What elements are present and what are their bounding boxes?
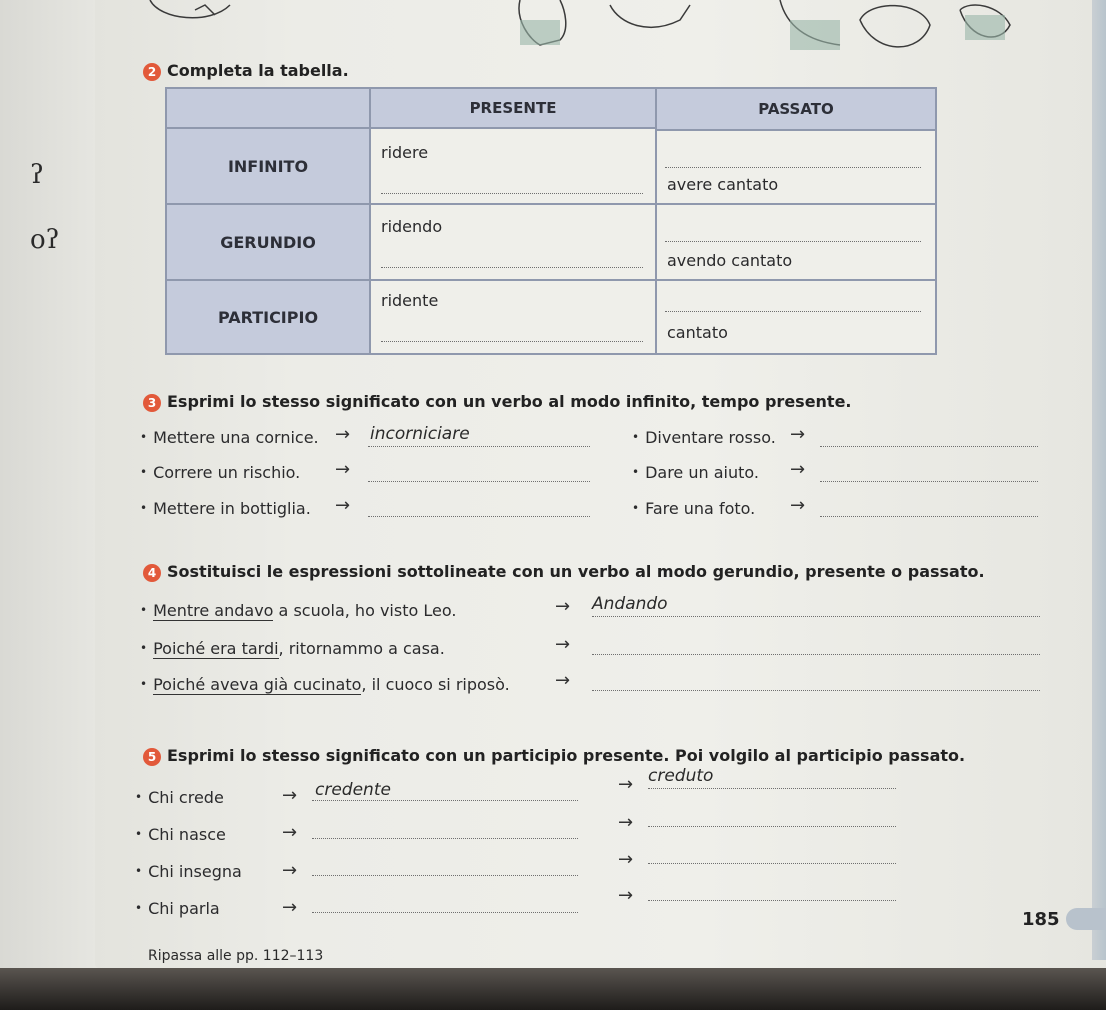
page-number: 185	[1022, 909, 1060, 930]
arrow-icon: →	[555, 596, 571, 617]
cell-infinito-passato	[657, 131, 935, 203]
header-presente: PRESENTE	[371, 89, 655, 127]
exercise-2-header	[143, 61, 349, 81]
answer-line[interactable]	[312, 838, 578, 839]
answer-line[interactable]	[368, 516, 590, 517]
ex5-answer-presente[interactable]: credente	[315, 780, 391, 800]
exercise-title: Esprimi lo stesso significato con un verbo al modo infinito, tempo presente.	[167, 392, 852, 411]
answer-line[interactable]	[312, 800, 578, 801]
page-tab	[1066, 908, 1106, 930]
ex5-prompt: Chi parla	[148, 899, 220, 918]
verb-table	[165, 87, 937, 355]
exercise-5-header	[143, 746, 965, 766]
answer-line[interactable]	[665, 241, 921, 242]
children-illustration	[120, 0, 1040, 60]
answer-line[interactable]	[820, 516, 1038, 517]
bullet: •	[632, 465, 640, 479]
cell-infinito-presente	[371, 129, 655, 203]
ex4-item	[140, 675, 510, 694]
answer-line[interactable]	[665, 311, 921, 312]
ex5-item	[135, 825, 226, 844]
ex4-sentence-rest: a scuola, ho visto Leo.	[273, 601, 457, 620]
arrow-icon: →	[618, 812, 634, 833]
answer-line[interactable]	[820, 481, 1038, 482]
answer-line[interactable]	[648, 863, 896, 864]
exercise-number-badge: 3	[143, 394, 161, 412]
cell-text: avendo cantato	[667, 251, 793, 270]
cell-participio-presente	[371, 281, 655, 353]
exercise-title: Esprimi lo stesso significato con un participio presente. Poi volgilo al participio passato.	[167, 746, 966, 765]
cell-text: avere cantato	[667, 175, 779, 194]
arrow-icon: →	[282, 860, 298, 881]
arrow-icon: →	[618, 885, 634, 906]
ex3-item	[140, 428, 319, 447]
row-label-infinito: INFINITO	[167, 129, 369, 203]
ex4-sentence-rest: , il cuoco si riposò.	[361, 675, 510, 694]
exercise-number-badge: 5	[143, 748, 161, 766]
answer-line[interactable]	[381, 267, 643, 268]
answer-line[interactable]	[820, 446, 1038, 447]
ex3-item	[140, 499, 311, 518]
bullet: •	[135, 901, 143, 915]
answer-line[interactable]	[381, 193, 643, 194]
arrow-icon: →	[618, 774, 634, 795]
answer-line[interactable]	[648, 826, 896, 827]
cell-text: ridendo	[381, 217, 443, 236]
arrow-icon: →	[335, 424, 351, 445]
margin-scribble: ʔ	[30, 160, 44, 190]
ex3-prompt: Correre un rischio.	[153, 463, 301, 482]
ex4-answer[interactable]: Andando	[592, 594, 668, 614]
exercise-number-badge: 2	[143, 63, 161, 81]
arrow-icon: →	[555, 670, 571, 691]
ex5-answer-passato[interactable]: creduto	[648, 766, 714, 786]
bullet: •	[632, 501, 640, 515]
answer-line[interactable]	[381, 341, 643, 342]
answer-line[interactable]	[592, 654, 1040, 655]
bullet: •	[135, 827, 143, 841]
bullet: •	[135, 864, 143, 878]
exercise-title: Completa la tabella.	[167, 61, 349, 80]
answer-line[interactable]	[592, 616, 1040, 617]
ex3-item	[632, 428, 776, 447]
underlined-expression: Poiché era tardi	[153, 639, 279, 658]
arrow-icon: →	[282, 822, 298, 843]
row-label-gerundio: GERUNDIO	[167, 205, 369, 279]
bullet: •	[140, 641, 148, 655]
cell-text: ridente	[381, 291, 439, 310]
header-passato: PASSATO	[657, 89, 935, 129]
exercise-4-header	[143, 562, 985, 582]
arrow-icon: →	[335, 459, 351, 480]
answer-line[interactable]	[648, 788, 896, 789]
bullet: •	[140, 677, 148, 691]
bullet: •	[140, 430, 148, 444]
bullet: •	[140, 465, 148, 479]
answer-line[interactable]	[312, 875, 578, 876]
cell-text: cantato	[667, 323, 728, 342]
answer-line[interactable]	[592, 690, 1040, 691]
exercise-3-header	[143, 392, 852, 412]
header-empty	[167, 89, 369, 127]
footer-reference: Ripassa alle pp. 112–113	[148, 948, 324, 964]
ex5-item	[135, 899, 220, 918]
arrow-icon: →	[282, 785, 298, 806]
ex4-item	[140, 601, 456, 620]
ex3-prompt: Dare un aiuto.	[645, 463, 759, 482]
underlined-expression: Poiché aveva già cucinato	[153, 675, 362, 694]
ex5-item	[135, 788, 224, 807]
ex4-sentence-rest: , ritornammo a casa.	[278, 639, 445, 658]
desk-shadow	[0, 968, 1106, 1010]
cell-gerundio-presente	[371, 205, 655, 279]
ex3-item	[632, 499, 755, 518]
answer-line[interactable]	[368, 481, 590, 482]
bullet: •	[140, 603, 148, 617]
ex3-prompt: Mettere una cornice.	[153, 428, 319, 447]
arrow-icon: →	[790, 495, 806, 516]
arrow-icon: →	[790, 424, 806, 445]
ex5-prompt: Chi nasce	[148, 825, 226, 844]
underlined-expression: Mentre andavo	[153, 601, 274, 620]
arrow-icon: →	[282, 897, 298, 918]
arrow-icon: →	[790, 459, 806, 480]
page-right-edge	[1092, 0, 1106, 960]
answer-line[interactable]	[312, 912, 578, 913]
answer-line[interactable]	[368, 446, 590, 447]
cell-participio-passato	[657, 281, 935, 353]
ex3-answer[interactable]: incorniciare	[370, 424, 470, 444]
ex5-prompt: Chi crede	[148, 788, 224, 807]
row-label-participio: PARTICIPIO	[167, 281, 369, 353]
ex4-item	[140, 639, 445, 658]
ex3-prompt: Diventare rosso.	[645, 428, 776, 447]
bullet: •	[632, 430, 640, 444]
ex5-prompt: Chi insegna	[148, 862, 242, 881]
arrow-icon: →	[618, 849, 634, 870]
bullet: •	[140, 501, 148, 515]
exercise-title: Sostituisci le espressioni sottolineate con un verbo al modo gerundio, presente o passato.	[167, 562, 985, 581]
arrow-icon: →	[335, 495, 351, 516]
answer-line[interactable]	[648, 900, 896, 901]
cell-text: ridere	[381, 143, 429, 162]
ex3-prompt: Mettere in bottiglia.	[153, 499, 311, 518]
ex3-item	[632, 463, 759, 482]
ex3-prompt: Fare una foto.	[645, 499, 756, 518]
ex5-item	[135, 862, 242, 881]
arrow-icon: →	[555, 634, 571, 655]
answer-line[interactable]	[665, 167, 921, 168]
bullet: •	[135, 790, 143, 804]
margin-scribble: oʔ	[30, 225, 60, 255]
cell-gerundio-passato	[657, 205, 935, 279]
ex3-item	[140, 463, 300, 482]
exercise-number-badge: 4	[143, 564, 161, 582]
